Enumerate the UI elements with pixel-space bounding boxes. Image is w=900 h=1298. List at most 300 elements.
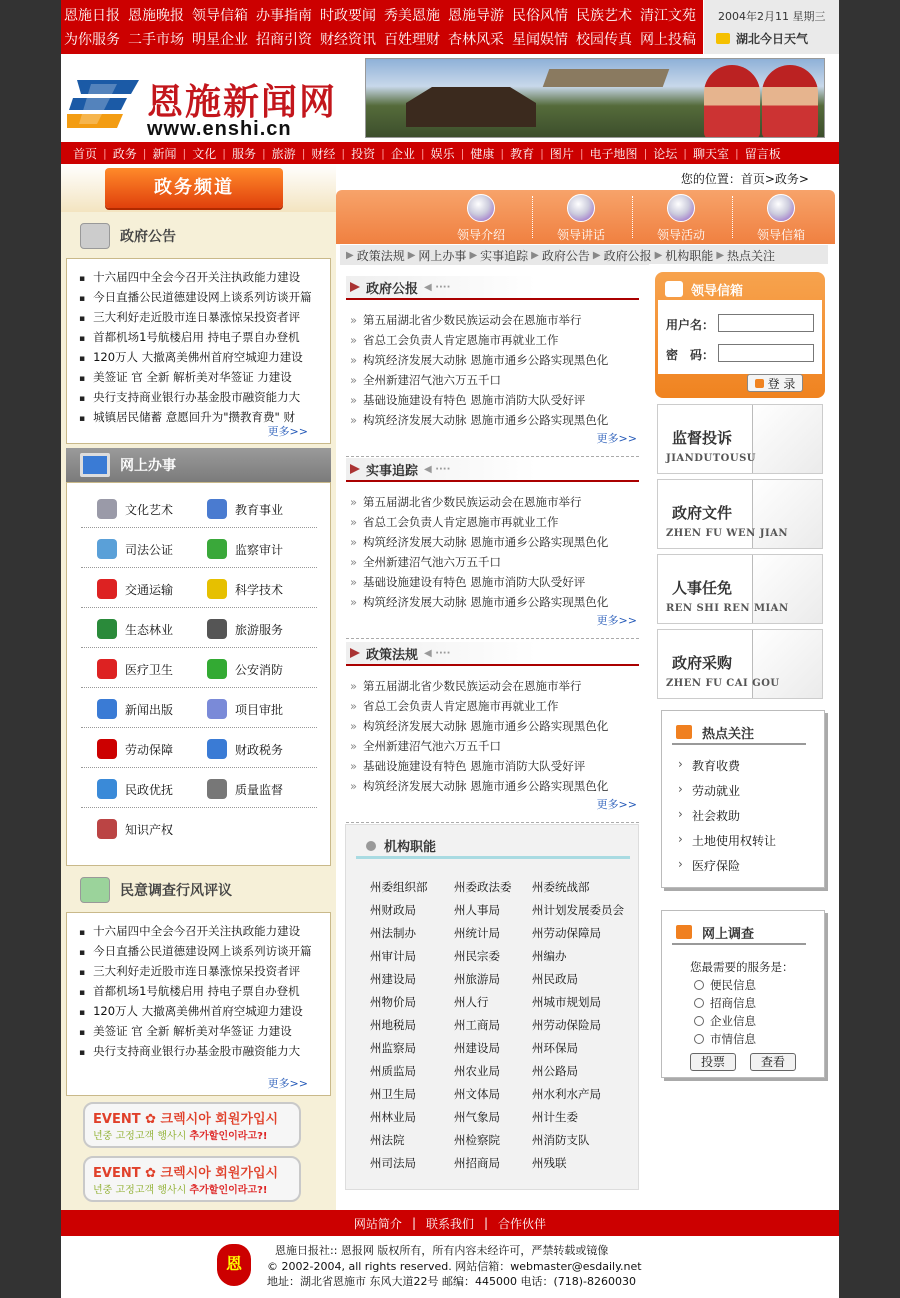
top-link[interactable]: 恩施导游 xyxy=(448,8,504,24)
online-service-label: 知识产权 xyxy=(125,822,174,837)
subnav-item[interactable]: 网上办事 xyxy=(418,248,467,263)
subnav-item[interactable]: 热点关注 xyxy=(727,248,776,263)
nav-item[interactable]: 企业 xyxy=(390,146,415,161)
online-service-item[interactable] xyxy=(207,769,317,809)
online-service-item[interactable] xyxy=(207,489,317,529)
poll-option[interactable] xyxy=(694,977,756,993)
org-link[interactable]: 州工商局 xyxy=(454,1018,500,1032)
card-title: 政府文件 xyxy=(672,504,733,522)
divider xyxy=(532,196,533,238)
org-link[interactable]: 州检察院 xyxy=(454,1133,500,1147)
org-link[interactable]: 州物价局 xyxy=(370,995,416,1009)
online-service-item[interactable] xyxy=(97,609,207,649)
mail-icon xyxy=(665,281,683,297)
arrows-icon: ◀ ···· xyxy=(424,463,451,475)
nav-item[interactable]: 聊天室 xyxy=(693,146,730,161)
service-icon xyxy=(207,779,227,799)
main-nav xyxy=(61,142,839,164)
radio-button[interactable] xyxy=(694,1016,704,1026)
org-link[interactable]: 州地税局 xyxy=(370,1018,416,1032)
date-weather-box xyxy=(703,0,839,54)
org-link[interactable]: 州法院 xyxy=(370,1133,405,1147)
leader-link-label: 领导介绍 xyxy=(456,228,505,242)
org-link[interactable]: 州监察局 xyxy=(370,1041,416,1055)
logo-icon[interactable] xyxy=(67,74,139,130)
card-subtitle: JIANDUTOUSU xyxy=(666,453,757,464)
news-item[interactable]: » 基础设施建设有特色 恩施市消防大队受好评 xyxy=(350,756,608,776)
news-list xyxy=(350,492,608,612)
org-link[interactable]: 州委政法委 xyxy=(454,880,512,894)
org-link[interactable]: 州委组织部 xyxy=(370,880,428,894)
nav-item[interactable]: 政务 xyxy=(112,146,137,161)
section-divider xyxy=(346,456,639,457)
top-link[interactable]: 领导信箱 xyxy=(192,8,248,24)
list-item[interactable]: ▪ 今日直播公民道德建设网上谈系列访谈开篇 xyxy=(79,941,330,961)
org-link[interactable]: 州计生委 xyxy=(532,1110,578,1124)
footer-link[interactable]: 网站简介 xyxy=(353,1216,402,1231)
org-link[interactable]: 州环保局 xyxy=(532,1041,578,1055)
nav-separator: | xyxy=(579,146,584,160)
section-icon xyxy=(350,282,360,292)
service-card[interactable] xyxy=(657,479,823,549)
online-service-label: 质量监督 xyxy=(235,782,284,797)
footer-address: 地址：湖北省恩施市 东风大道22号 邮编：445000 电话：(718)-8260030 xyxy=(267,1275,637,1288)
list-item[interactable]: ▪ 首都机场1号航楼启用 持电子票自办登机 xyxy=(79,327,330,347)
org-link[interactable]: 州文体局 xyxy=(454,1087,500,1101)
news-item[interactable]: » 省总工会负责人肯定恩施市再就业工作 xyxy=(350,330,608,350)
top-link[interactable]: 为你服务 xyxy=(64,32,120,48)
nav-item[interactable]: 新闻 xyxy=(152,146,177,161)
monitor-icon xyxy=(80,453,110,477)
news-item[interactable]: » 第五届湖北省少数民族运动会在恩施市举行 xyxy=(350,492,608,512)
poll-header xyxy=(672,921,806,945)
banner-wall xyxy=(543,69,670,87)
nav-item[interactable]: 教育 xyxy=(510,146,535,161)
gov-notice-box xyxy=(66,258,331,444)
leader-icon xyxy=(467,194,495,222)
hot-topic-link[interactable]: › 劳动就业 xyxy=(692,782,740,799)
radio-button[interactable] xyxy=(694,998,704,1008)
org-header xyxy=(356,835,630,859)
online-service-label: 公安消防 xyxy=(235,662,284,677)
list-item[interactable]: ▪ 美签证 官 全新 解析美对华签证 力建设 xyxy=(79,367,330,387)
logo-url: www.enshi.cn xyxy=(147,118,292,140)
section-more-link[interactable]: 更多>> xyxy=(596,614,637,627)
subnav-item[interactable]: 实事追踪 xyxy=(480,248,529,263)
service-icon xyxy=(97,659,117,679)
section-title: 政策法规 xyxy=(366,647,419,663)
event-line: 년중 고정고객 행사시 추가할인이라고?! xyxy=(93,1185,268,1196)
gov-notice-more-link[interactable]: 更多>> xyxy=(267,425,308,438)
top-link[interactable]: 杏林风采 xyxy=(448,32,504,48)
notice-icon xyxy=(80,223,110,249)
arrow-icon: ▶ xyxy=(469,249,478,261)
newspaper-seal-icon: 恩 xyxy=(217,1244,251,1286)
org-link[interactable]: 州劳动保障局 xyxy=(532,926,601,940)
section-more-link[interactable]: 更多>> xyxy=(596,798,637,811)
service-icon xyxy=(97,619,117,639)
arrow-icon xyxy=(676,925,692,939)
news-list xyxy=(350,676,608,796)
survey-icon xyxy=(80,877,110,903)
nav-separator: | xyxy=(500,146,505,160)
org-link[interactable]: 州气象局 xyxy=(454,1110,500,1124)
card-subtitle: ZHEN FU CAI GOU xyxy=(666,678,780,689)
poll-title: 网上调查 xyxy=(702,926,755,942)
login-button[interactable]: 登 录 xyxy=(747,374,803,392)
survey-list xyxy=(67,913,330,1061)
top-link[interactable]: 时政要闻 xyxy=(320,8,376,24)
top-link[interactable]: 秀美恩施 xyxy=(384,8,440,24)
online-service-item[interactable] xyxy=(97,809,207,849)
org-link[interactable]: 州财政局 xyxy=(370,903,416,917)
subnav-item[interactable]: 政策法规 xyxy=(356,248,405,263)
section-header xyxy=(346,276,639,300)
login-header xyxy=(655,278,825,300)
hot-topics-box xyxy=(661,710,825,888)
online-service-item[interactable] xyxy=(97,729,207,769)
online-service-label: 医疗卫生 xyxy=(125,662,174,677)
footer-link[interactable]: 联系我们 xyxy=(425,1216,474,1231)
online-service-item[interactable] xyxy=(207,569,317,609)
online-service-item[interactable] xyxy=(207,529,317,569)
poll-option[interactable] xyxy=(694,1013,756,1029)
card-subtitle: ZHEN FU WEN JIAN xyxy=(666,528,789,539)
nav-item[interactable]: 投资 xyxy=(351,146,376,161)
survey-box xyxy=(66,912,331,1096)
list-item[interactable]: ▪ 央行支持商业银行办基金股市融资能力大 xyxy=(79,1041,330,1061)
online-service-item[interactable] xyxy=(97,529,207,569)
service-icon xyxy=(207,699,227,719)
org-link[interactable]: 州公路局 xyxy=(532,1064,578,1078)
service-card[interactable] xyxy=(657,554,823,624)
nav-separator: | xyxy=(643,146,648,160)
banner-person xyxy=(704,65,760,138)
org-link[interactable]: 州司法局 xyxy=(370,1156,416,1170)
leader-link[interactable] xyxy=(636,194,726,243)
footer-link[interactable]: 合作伙伴 xyxy=(498,1216,547,1231)
service-icon xyxy=(207,739,227,759)
section-tab xyxy=(346,276,536,298)
section-tab xyxy=(346,642,536,664)
nav-item[interactable]: 娱乐 xyxy=(430,146,455,161)
online-service-header xyxy=(66,448,331,482)
hot-topic-link[interactable]: › 医疗保险 xyxy=(692,857,740,874)
online-service-item[interactable] xyxy=(207,689,317,729)
nav-separator: | xyxy=(103,146,107,160)
top-link[interactable]: 百姓理财 xyxy=(384,32,440,48)
nav-separator: | xyxy=(683,146,688,160)
list-item[interactable]: ▪ 首都机场1号航楼启用 持电子票自办登机 xyxy=(79,981,330,1001)
footer-separator: | xyxy=(484,1216,489,1230)
online-service-item[interactable] xyxy=(97,489,207,529)
list-item[interactable]: ▪ 120万人 大撤离美佛州首府空城迎力建设 xyxy=(79,347,330,367)
survey-header xyxy=(66,872,331,908)
online-service-item[interactable] xyxy=(97,569,207,609)
section-title: 政府公报 xyxy=(366,281,419,297)
nav-item[interactable]: 旅游 xyxy=(271,146,296,161)
top-link[interactable]: 民族艺术 xyxy=(576,8,632,24)
news-item[interactable]: » 构筑经济发展大动脉 恩施市通乡公路实现黑色化 xyxy=(350,350,608,370)
news-item[interactable]: » 第五届湖北省少数民族运动会在恩施市举行 xyxy=(350,676,608,696)
list-item[interactable]: ▪ 今日直播公民道德建设网上谈系列访谈开篇 xyxy=(79,287,330,307)
section-icon xyxy=(350,464,360,474)
news-item[interactable]: » 构筑经济发展大动脉 恩施市通乡公路实现黑色化 xyxy=(350,776,608,796)
list-item[interactable]: ▪ 十六届四中全会今召开关注执政能力建设 xyxy=(79,921,330,941)
leader-link[interactable] xyxy=(736,194,826,243)
poll-option-label: 招商信息 xyxy=(710,996,756,1010)
top-link[interactable]: 明星企业 xyxy=(192,32,248,48)
nav-separator: | xyxy=(261,146,266,160)
section-header xyxy=(346,458,639,482)
arrows-icon: ◀ ···· xyxy=(424,647,451,659)
org-link[interactable]: 州劳动保险局 xyxy=(532,1018,601,1032)
online-service-title: 网上办事 xyxy=(120,458,176,474)
section-title: 实事追踪 xyxy=(366,463,419,479)
news-item[interactable]: » 基础设施建设有特色 恩施市消防大队受好评 xyxy=(350,572,608,592)
list-item[interactable]: ▪ 120万人 大撤离美佛州首府空城迎力建设 xyxy=(79,1001,330,1021)
online-service-label: 司法公证 xyxy=(125,542,174,557)
poll-option-label: 市情信息 xyxy=(710,1032,756,1046)
nav-item[interactable]: 首页 xyxy=(73,146,98,161)
section-tab xyxy=(346,458,536,480)
top-link[interactable]: 校园传真 xyxy=(576,32,632,48)
nav-separator: | xyxy=(301,146,306,160)
online-service-item[interactable] xyxy=(97,769,207,809)
card-title: 政府采购 xyxy=(672,654,733,672)
org-link[interactable]: 州计划发展委员会 xyxy=(532,903,624,917)
online-service-item[interactable] xyxy=(97,689,207,729)
left-column xyxy=(61,164,336,1210)
list-item[interactable]: ▪ 央行支持商业银行办基金股市融资能力大 xyxy=(79,387,330,407)
org-link[interactable]: 州建设局 xyxy=(454,1041,500,1055)
org-link[interactable]: 州消防支队 xyxy=(532,1133,590,1147)
nav-item[interactable]: 健康 xyxy=(470,146,495,161)
news-item[interactable]: » 第五届湖北省少数民族运动会在恩施市举行 xyxy=(350,310,608,330)
arrow-icon: ▶ xyxy=(716,249,725,261)
online-service-label: 监察审计 xyxy=(235,542,284,557)
online-service-item[interactable] xyxy=(97,649,207,689)
event-banner[interactable] xyxy=(83,1156,301,1202)
section-more-link[interactable]: 更多>> xyxy=(596,432,637,445)
news-item[interactable]: » 省总工会负责人肯定恩施市再就业工作 xyxy=(350,512,608,532)
service-icon xyxy=(207,659,227,679)
username-label: 用户名： xyxy=(666,318,715,332)
list-item[interactable]: ▪ 十六届四中全会今召开关注执政能力建设 xyxy=(79,267,330,287)
org-link[interactable]: 州旅游局 xyxy=(454,972,500,986)
news-item[interactable]: » 全州新建沼气池六万五千口 xyxy=(350,370,608,390)
nav-separator: | xyxy=(222,146,226,160)
org-link[interactable]: 州建设局 xyxy=(370,972,416,986)
org-link[interactable]: 州农业局 xyxy=(454,1064,500,1078)
service-icon xyxy=(97,779,117,799)
top-link[interactable]: 财经资讯 xyxy=(320,32,376,48)
nav-item[interactable]: 电子地图 xyxy=(589,146,638,161)
org-link[interactable]: 州法制办 xyxy=(370,926,416,940)
online-service-label: 旅游服务 xyxy=(235,622,284,637)
hot-topic-link[interactable]: › 土地使用权转让 xyxy=(692,832,776,849)
online-service-label: 教育事业 xyxy=(235,502,284,517)
online-service-label: 交通运输 xyxy=(125,582,174,597)
service-icon xyxy=(97,579,117,599)
subnav-item[interactable]: 政府公告 xyxy=(541,248,590,263)
logo-title[interactable]: 恩施新闻网 xyxy=(147,81,338,123)
top-link[interactable]: 二手市场 xyxy=(128,32,184,48)
event-line: 년중 고정고객 행사시 추가할인이라고?! xyxy=(93,1131,268,1142)
news-item[interactable]: » 构筑经济发展大动脉 恩施市通乡公路实现黑色化 xyxy=(350,410,608,430)
online-service-label: 新闻出版 xyxy=(125,702,174,717)
banner-building xyxy=(406,87,536,127)
arrow-icon: ▶ xyxy=(654,249,663,261)
org-link[interactable]: 州委统战部 xyxy=(532,880,590,894)
section-header xyxy=(346,642,639,666)
leader-icon xyxy=(767,194,795,222)
service-card[interactable] xyxy=(657,629,823,699)
date-text: 2004年2月11 星期三 xyxy=(718,10,826,23)
nav-separator: | xyxy=(142,146,147,160)
org-link[interactable]: 州残联 xyxy=(532,1156,567,1170)
news-list xyxy=(350,310,608,430)
org-link[interactable]: 州审计局 xyxy=(370,949,416,963)
list-item[interactable]: ▪ 美签证 官 全新 解析美对华签证 力建设 xyxy=(79,1021,330,1041)
channel-header xyxy=(61,164,336,212)
list-item[interactable]: ▪ 三大利好走近股市连日暴涨惊呆投资者评 xyxy=(79,307,330,327)
nav-separator: | xyxy=(381,146,385,160)
leader-link[interactable] xyxy=(436,194,526,243)
org-link[interactable]: 州招商局 xyxy=(454,1156,500,1170)
subnav-item[interactable]: 机构职能 xyxy=(665,248,714,263)
top-link[interactable]: 办事指南 xyxy=(256,8,312,24)
nav-separator: | xyxy=(420,146,425,160)
poll-option[interactable] xyxy=(694,995,756,1011)
top-link[interactable]: 网上投稿 xyxy=(640,32,696,48)
top-link[interactable]: 民俗风情 xyxy=(512,8,568,24)
card-illustration xyxy=(752,405,823,474)
footer-separator: | xyxy=(411,1216,416,1230)
page xyxy=(61,0,839,1298)
news-item[interactable]: » 构筑经济发展大动脉 恩施市通乡公路实现黑色化 xyxy=(350,592,608,612)
org-link[interactable]: 州水利水产局 xyxy=(532,1087,601,1101)
nav-item[interactable]: 留言板 xyxy=(744,146,781,161)
card-title: 人事任免 xyxy=(672,579,733,597)
location-bar xyxy=(336,164,839,190)
leader-icon-bar xyxy=(336,190,835,244)
leader-mailbox-login xyxy=(655,272,825,398)
footer-rights: © 2002-2004, all rights reserved. 网站信箱：webmaster@esdaily.net xyxy=(267,1260,642,1273)
radio-button[interactable] xyxy=(694,980,704,990)
online-service-label: 项目审批 xyxy=(235,702,284,717)
password-input[interactable] xyxy=(718,344,814,362)
nav-item[interactable]: 论坛 xyxy=(653,146,678,161)
view-results-button[interactable]: 查看 xyxy=(750,1053,796,1071)
right-column xyxy=(649,264,839,1210)
org-link[interactable]: 州人事局 xyxy=(454,903,500,917)
leader-icon xyxy=(667,194,695,222)
banner-person xyxy=(762,65,818,138)
service-card[interactable] xyxy=(657,404,823,474)
service-icon xyxy=(97,539,117,559)
hot-topic-link[interactable]: › 社会救助 xyxy=(692,807,740,824)
org-link[interactable]: 州人行 xyxy=(454,995,489,1009)
service-icon xyxy=(97,739,117,759)
news-item[interactable]: » 构筑经济发展大动脉 恩施市通乡公路实现黑色化 xyxy=(350,716,608,736)
arrow-icon: ▶ xyxy=(592,249,601,261)
org-link[interactable]: 州统计局 xyxy=(454,926,500,940)
news-item[interactable]: » 省总工会负责人肯定恩施市再就业工作 xyxy=(350,696,608,716)
list-item[interactable]: ▪ 三大利好走近股市连日暴涨惊呆投资者评 xyxy=(79,961,330,981)
poll-option[interactable] xyxy=(694,1031,756,1047)
poll-option-label: 企业信息 xyxy=(710,1014,756,1028)
news-item[interactable]: » 构筑经济发展大动脉 恩施市通乡公路实现黑色化 xyxy=(350,532,608,552)
weather-link[interactable] xyxy=(716,30,808,47)
top-link[interactable]: 恩施日报 xyxy=(64,8,120,24)
org-link[interactable]: 州编办 xyxy=(532,949,567,963)
news-item[interactable]: » 基础设施建设有特色 恩施市消防大队受好评 xyxy=(350,390,608,410)
leader-link[interactable] xyxy=(536,194,626,243)
breadcrumb: 您的位置：首页>政务> xyxy=(680,172,809,186)
org-title: 机构职能 xyxy=(384,840,437,855)
org-link[interactable]: 州质监局 xyxy=(370,1064,416,1078)
login-form xyxy=(658,300,822,374)
service-icon xyxy=(97,499,117,519)
service-icon xyxy=(97,699,117,719)
online-service-item[interactable] xyxy=(207,609,317,649)
online-service-label: 生态林业 xyxy=(125,622,174,637)
online-service-item[interactable] xyxy=(207,649,317,689)
nav-separator: | xyxy=(460,146,465,160)
subnav-item[interactable]: 政府公报 xyxy=(603,248,652,263)
online-service-item[interactable] xyxy=(207,729,317,769)
news-item[interactable]: » 全州新建沼气池六万五千口 xyxy=(350,552,608,572)
card-subtitle: REN SHI REN MIAN xyxy=(666,603,789,614)
top-link[interactable]: 清江文苑 xyxy=(640,8,696,24)
leader-link-label: 领导信箱 xyxy=(756,228,805,242)
list-item[interactable]: ▪ 城镇居民储蓄 意愿回升为"攒教育费" 财 xyxy=(79,407,330,427)
news-section xyxy=(346,642,639,810)
org-link[interactable]: 州卫生局 xyxy=(370,1087,416,1101)
nav-item[interactable]: 财经 xyxy=(311,146,336,161)
nav-item[interactable]: 文化 xyxy=(192,146,217,161)
top-link[interactable]: 招商引资 xyxy=(256,32,312,48)
online-service-label: 文化艺术 xyxy=(125,502,174,517)
top-link[interactable]: 恩施晚报 xyxy=(128,8,184,24)
channel-title: 政务频道 xyxy=(105,168,283,208)
survey-more-link[interactable]: 更多>> xyxy=(267,1077,308,1090)
top-link[interactable]: 星闻娱情 xyxy=(512,32,568,48)
username-input[interactable] xyxy=(718,314,814,332)
news-section xyxy=(346,458,639,626)
org-link[interactable]: 州林业局 xyxy=(370,1110,416,1124)
service-icon xyxy=(207,539,227,559)
nav-separator: | xyxy=(540,146,544,160)
gov-notice-header xyxy=(66,218,331,254)
vote-button[interactable]: 投票 xyxy=(690,1053,736,1071)
org-link[interactable]: 州民宗委 xyxy=(454,949,500,963)
nav-item[interactable]: 服务 xyxy=(231,146,256,161)
divider xyxy=(732,196,733,238)
event-banner[interactable] xyxy=(83,1102,301,1148)
org-link[interactable]: 州民政局 xyxy=(532,972,578,986)
org-link[interactable]: 州城市规划局 xyxy=(532,995,601,1009)
hot-topic-link[interactable]: › 教育收费 xyxy=(692,757,740,774)
radio-button[interactable] xyxy=(694,1034,704,1044)
arrow-icon: ▶ xyxy=(346,249,354,261)
nav-item[interactable]: 图片 xyxy=(549,146,574,161)
org-functions-box xyxy=(345,824,639,1190)
weather-text: 湖北今日天气 xyxy=(736,32,809,46)
news-item[interactable]: » 全州新建沼气池六万五千口 xyxy=(350,736,608,756)
nav-separator: | xyxy=(182,146,187,160)
